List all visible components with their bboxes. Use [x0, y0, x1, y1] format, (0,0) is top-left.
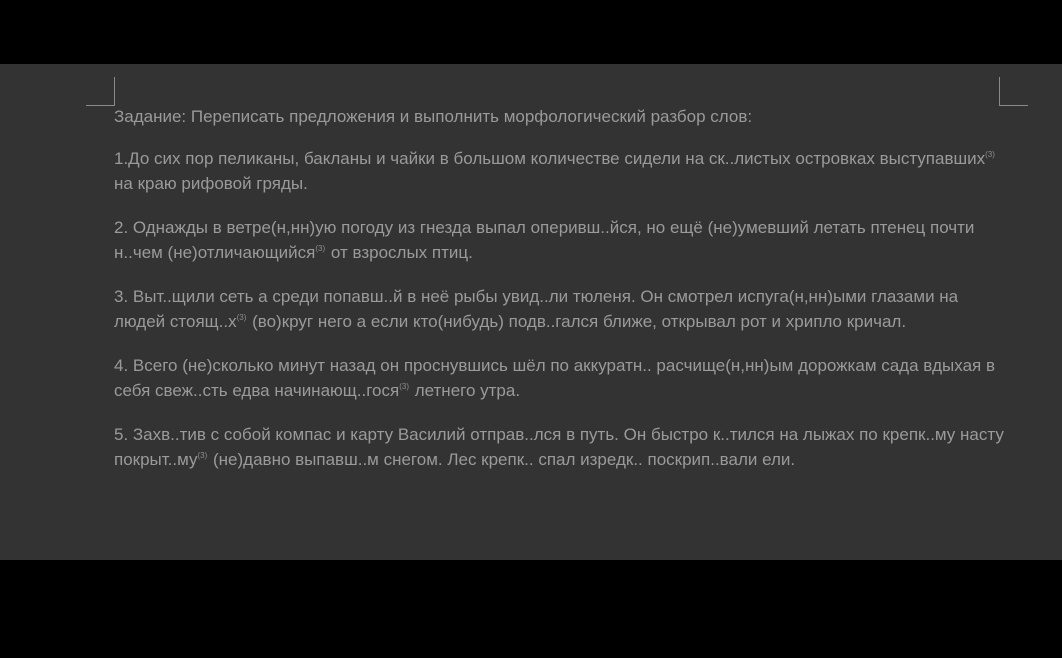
sentence-text: 5. Захв..тив с собой компас и карту Василий отправ..лся в путь. Он быстро к..тился на лыжах по крепк..му насту покрыт..му: [114, 425, 1004, 469]
sentence-4: [114, 353, 1006, 403]
sentence-5: [114, 422, 1006, 472]
task-heading: Задание: Переписать предложения и выполнить морфологический разбор слов:: [114, 107, 753, 126]
sentence-1: [114, 146, 1006, 196]
footnote-mark: (3): [985, 150, 995, 159]
crop-mark-top-left: [86, 77, 115, 106]
crop-mark-top-right: [999, 77, 1028, 106]
sentence-text: 2. Однажды в ветре(н,нн)ую погоду из гнезда выпал оперивш..йся, но ещё (не)умевший летать птенец почти н..чем (не)отличающийся: [114, 218, 975, 262]
sentence-2: [114, 215, 1006, 265]
sentence-text: летнего утра.: [409, 381, 521, 400]
document-page: [0, 64, 1062, 560]
footnote-mark: (3): [399, 382, 409, 391]
footnote-mark: (3): [197, 451, 208, 460]
sentence-text: (не)давно выпавш..м снегом. Лес крепк.. спал изредк.. поскрип..вали ели.: [208, 450, 796, 469]
sentence-text: 3. Выт..щили сеть а среди попавш..й в неё рыбы увид..ли тюленя. Он смотрел испуга(н,нн)ыми глазами на людей стоящ..х: [114, 287, 959, 331]
sentence-text: 4. Всего (не)сколько минут назад он проснувшись шёл по аккуратн.. расчище(н,нн)ым дорожкам сада вдыхая в себя свеж..сть едва начинающ..гося: [114, 356, 995, 400]
sentence-text: на краю рифовой гряды.: [114, 174, 308, 193]
footnote-mark: (3): [315, 244, 326, 253]
sentence-text: от взрослых птиц.: [326, 243, 473, 262]
footnote-mark: (3): [236, 313, 247, 322]
sentence-3: [114, 284, 1006, 334]
document-body: [114, 104, 1006, 491]
sentence-text: (во)круг него а если кто(нибудь) подв..гался ближе, открывал рот и хрипло кричал.: [247, 312, 907, 331]
sentence-text: 1.До сих пор пеликаны, бакланы и чайки в большом количестве сидели на ск..листых островках выступавших: [114, 149, 986, 168]
